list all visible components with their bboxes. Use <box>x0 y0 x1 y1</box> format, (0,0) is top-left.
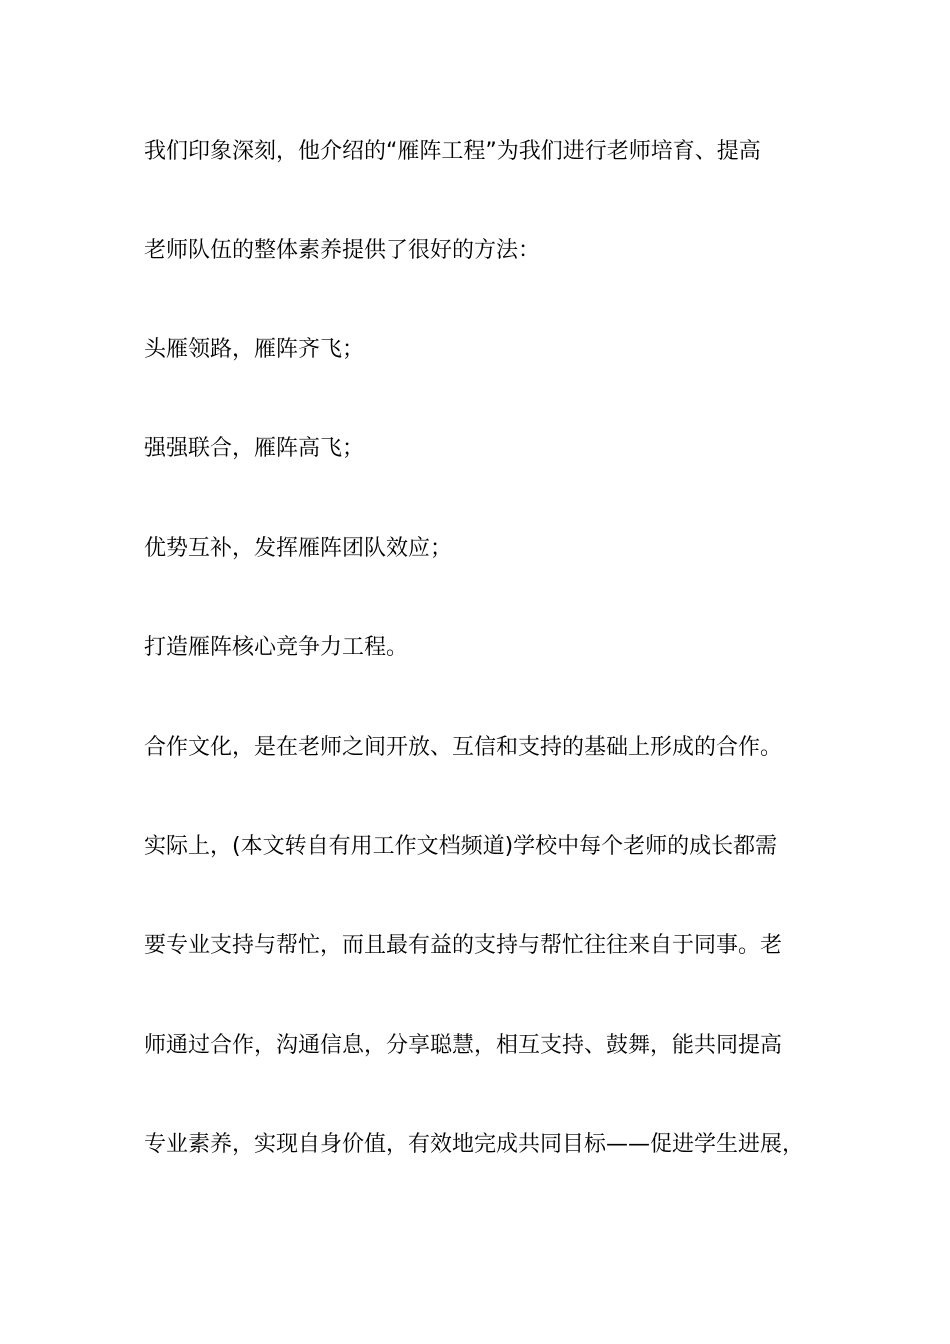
paragraph-line: 强强联合，雁阵高飞； <box>144 436 365 461</box>
paragraph-line: 打造雁阵核心竞争力工程。 <box>144 635 409 660</box>
paragraph-line: 实际上，(本文转自有用工作文档频道)学校中每个老师的成长都需 <box>144 834 778 859</box>
paragraph-line: 专业素养，实现自身价值，有效地完成共同目标——促进学生进展， <box>144 1132 805 1157</box>
paragraph-line: 我们印象深刻，他介绍的“雁阵工程”为我们进行老师培育、提高 <box>144 139 761 164</box>
paragraph-line: 合作文化，是在老师之间开放、互信和支持的基础上形成的合作。 <box>144 735 783 760</box>
paragraph-line: 师通过合作，沟通信息，分享聪慧，相互支持、鼓舞，能共同提高 <box>144 1033 783 1058</box>
paragraph-line: 要专业支持与帮忙，而且最有益的支持与帮忙往往来自于同事。老 <box>144 933 783 958</box>
paragraph-line: 老师队伍的整体素养提供了很好的方法： <box>144 238 541 263</box>
paragraph-line: 头雁领路，雁阵齐飞； <box>144 337 365 362</box>
paragraph-line: 优势互补，发挥雁阵团队效应； <box>144 536 453 561</box>
